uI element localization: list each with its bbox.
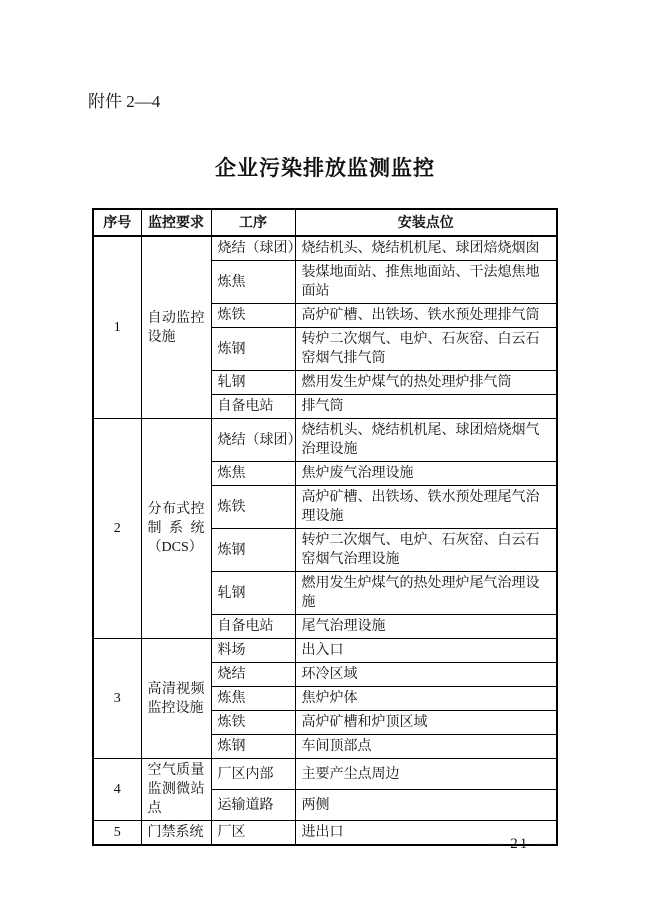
process-cell: 烧结（球团） <box>211 419 295 462</box>
process-cell: 厂区内部 <box>211 759 295 790</box>
points-cell: 出入口 <box>295 639 557 663</box>
table-body <box>93 236 557 845</box>
process-cell: 烧结 <box>211 663 295 687</box>
serial-cell: 3 <box>93 639 141 759</box>
table-row <box>93 759 557 790</box>
points-cell: 烧结机头、烧结机机尾、球团焙烧烟气治理设施 <box>295 419 557 462</box>
table-row <box>93 419 557 462</box>
process-cell: 运输道路 <box>211 790 295 821</box>
header-process: 工序 <box>211 209 295 236</box>
points-cell: 环冷区域 <box>295 663 557 687</box>
points-cell: 转炉二次烟气、电炉、石灰窑、白云石窑烟气治理设施 <box>295 529 557 572</box>
requirement-cell: 自动监控设施 <box>141 236 211 419</box>
points-cell: 主要产尘点周边 <box>295 759 557 790</box>
points-cell: 燃用发生炉煤气的热处理炉排气筒 <box>295 371 557 395</box>
serial-cell: 2 <box>93 419 141 639</box>
process-cell: 炼钢 <box>211 529 295 572</box>
points-cell: 燃用发生炉煤气的热处理炉尾气治理设施 <box>295 572 557 615</box>
monitoring-table <box>92 208 558 846</box>
process-cell: 炼焦 <box>211 261 295 304</box>
points-cell: 高炉矿槽和炉顶区域 <box>295 711 557 735</box>
requirement-cell: 高清视频监控设施 <box>141 639 211 759</box>
requirement-cell: 空气质量监测微站点 <box>141 759 211 821</box>
points-cell: 高炉矿槽、出铁场、铁水预处理尾气治理设施 <box>295 486 557 529</box>
process-cell: 炼钢 <box>211 328 295 371</box>
points-cell: 高炉矿槽、出铁场、铁水预处理排气筒 <box>295 304 557 328</box>
page-title: 企业污染排放监测监控 <box>215 157 435 180</box>
serial-cell: 1 <box>93 236 141 419</box>
points-cell: 排气筒 <box>295 395 557 419</box>
points-cell: 焦炉炉体 <box>295 687 557 711</box>
process-cell: 烧结（球团） <box>211 236 295 261</box>
process-cell: 轧钢 <box>211 572 295 615</box>
serial-cell: 4 <box>93 759 141 821</box>
header-points: 安装点位 <box>295 209 557 236</box>
process-cell: 炼铁 <box>211 486 295 529</box>
serial-cell: 5 <box>93 821 141 846</box>
points-cell: 两侧 <box>295 790 557 821</box>
process-cell: 料场 <box>211 639 295 663</box>
table-row <box>93 639 557 663</box>
process-cell: 炼焦 <box>211 687 295 711</box>
process-cell: 自备电站 <box>211 615 295 639</box>
process-cell: 炼钢 <box>211 735 295 759</box>
process-cell: 炼焦 <box>211 462 295 486</box>
header-serial: 序号 <box>93 209 141 236</box>
points-cell: 进出口 <box>295 821 557 846</box>
points-cell: 尾气治理设施 <box>295 615 557 639</box>
table-row <box>93 236 557 261</box>
attachment-label: 附件 2—4 <box>88 92 161 111</box>
points-cell: 车间顶部点 <box>295 735 557 759</box>
process-cell: 自备电站 <box>211 395 295 419</box>
process-cell: 轧钢 <box>211 371 295 395</box>
points-cell: 烧结机头、烧结机机尾、球团焙烧烟囱 <box>295 236 557 261</box>
requirement-cell: 门禁系统 <box>141 821 211 846</box>
process-cell: 厂区 <box>211 821 295 846</box>
process-cell: 炼铁 <box>211 304 295 328</box>
page-number: — 21 — <box>487 836 552 852</box>
points-cell: 焦炉废气治理设施 <box>295 462 557 486</box>
header-requirement: 监控要求 <box>141 209 211 236</box>
requirement-cell: 分布式控制系统（DCS） <box>141 419 211 639</box>
process-cell: 炼铁 <box>211 711 295 735</box>
points-cell: 装煤地面站、推焦地面站、干法熄焦地面站 <box>295 261 557 304</box>
table-header-row <box>93 209 557 236</box>
points-cell: 转炉二次烟气、电炉、石灰窑、白云石窑烟气排气筒 <box>295 328 557 371</box>
